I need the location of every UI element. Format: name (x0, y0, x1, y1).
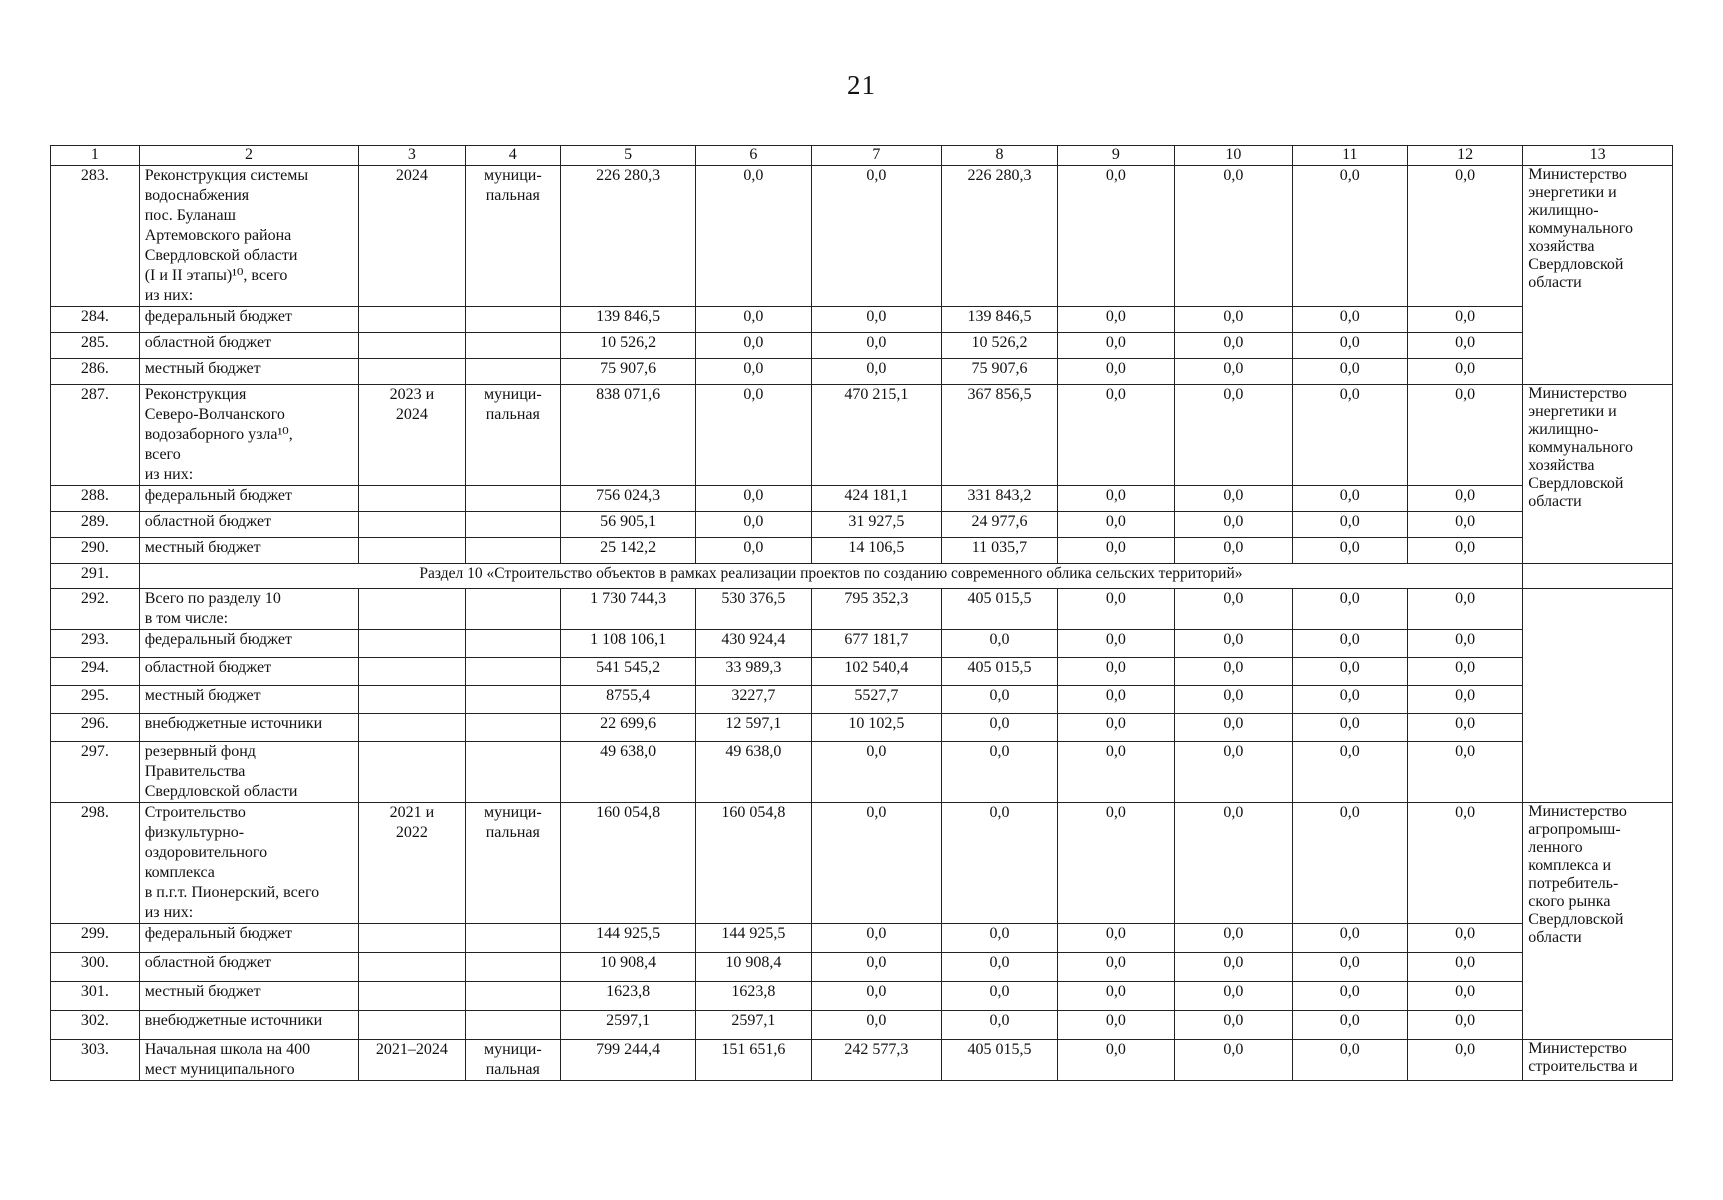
col-header: 7 (811, 146, 942, 166)
amount-cell: 49 638,0 (696, 742, 811, 803)
amount-cell: 0,0 (1057, 686, 1175, 714)
amount-cell: 22 699,6 (560, 714, 695, 742)
amount-cell: 0,0 (811, 307, 942, 333)
table-row (51, 742, 1673, 803)
table-row (51, 686, 1673, 714)
item-year (359, 686, 465, 714)
amount-cell: 0,0 (1057, 953, 1175, 982)
item-type (465, 486, 560, 512)
amount-cell: 0,0 (1057, 359, 1175, 385)
amount-cell: 75 907,6 (560, 359, 695, 385)
amount-cell: 0,0 (1292, 803, 1407, 924)
item-name: местный бюджет (139, 686, 359, 714)
amount-cell: 0,0 (1292, 166, 1407, 307)
amount-cell: 0,0 (1175, 486, 1293, 512)
col-header: 8 (942, 146, 1057, 166)
amount-cell: 0,0 (1407, 982, 1522, 1011)
amount-cell: 0,0 (942, 924, 1057, 953)
amount-cell: 795 352,3 (811, 589, 942, 630)
amount-cell: 0,0 (1175, 166, 1293, 307)
item-name: федеральный бюджет (139, 924, 359, 953)
amount-cell: 2597,1 (696, 1011, 811, 1040)
amount-cell: 1 108 106,1 (560, 630, 695, 658)
row-number: 298. (51, 803, 140, 924)
amount-cell: 0,0 (1057, 385, 1175, 486)
item-type (465, 742, 560, 803)
amount-cell: 0,0 (1407, 359, 1522, 385)
amount-cell: 677 181,7 (811, 630, 942, 658)
amount-cell: 0,0 (1175, 742, 1293, 803)
amount-cell: 0,0 (1407, 803, 1522, 924)
item-type: муници- пальная (465, 1040, 560, 1081)
responsible-agency: Министерство агропромыш- ленного комплекса и потребитель- ского рынка Свердловской области (1523, 803, 1673, 1040)
table-row (51, 486, 1673, 512)
amount-cell: 0,0 (1407, 1011, 1522, 1040)
amount-cell: 838 071,6 (560, 385, 695, 486)
responsible-agency: Министерство строительства и (1523, 1040, 1673, 1081)
item-type (465, 982, 560, 1011)
amount-cell: 5527,7 (811, 686, 942, 714)
amount-cell: 0,0 (1057, 589, 1175, 630)
amount-cell: 0,0 (1057, 658, 1175, 686)
item-type (465, 630, 560, 658)
row-number: 286. (51, 359, 140, 385)
amount-cell: 0,0 (811, 982, 942, 1011)
amount-cell: 0,0 (1175, 658, 1293, 686)
col-header: 13 (1523, 146, 1673, 166)
amount-cell: 3227,7 (696, 686, 811, 714)
amount-cell: 0,0 (1175, 307, 1293, 333)
amount-cell: 367 856,5 (942, 385, 1057, 486)
amount-cell: 10 908,4 (560, 953, 695, 982)
table-row (51, 953, 1673, 982)
item-year (359, 589, 465, 630)
amount-cell: 102 540,4 (811, 658, 942, 686)
column-number-row (51, 146, 1673, 166)
amount-cell: 0,0 (1407, 658, 1522, 686)
item-name: местный бюджет (139, 359, 359, 385)
item-type: муници- пальная (465, 166, 560, 307)
row-number: 292. (51, 589, 140, 630)
col-header: 3 (359, 146, 465, 166)
empty-cell (1523, 589, 1673, 803)
amount-cell: 0,0 (1292, 333, 1407, 359)
table-row (51, 658, 1673, 686)
amount-cell: 0,0 (1407, 307, 1522, 333)
amount-cell: 0,0 (942, 742, 1057, 803)
amount-cell: 0,0 (1292, 359, 1407, 385)
table-row (51, 630, 1673, 658)
amount-cell: 0,0 (1407, 953, 1522, 982)
amount-cell: 8755,4 (560, 686, 695, 714)
amount-cell: 0,0 (942, 953, 1057, 982)
item-year (359, 953, 465, 982)
item-name: областной бюджет (139, 333, 359, 359)
row-number: 293. (51, 630, 140, 658)
amount-cell: 0,0 (811, 953, 942, 982)
amount-cell: 0,0 (1057, 333, 1175, 359)
item-name: федеральный бюджет (139, 486, 359, 512)
amount-cell: 0,0 (696, 385, 811, 486)
amount-cell: 0,0 (696, 486, 811, 512)
table-row (51, 982, 1673, 1011)
table-row (51, 307, 1673, 333)
amount-cell: 0,0 (1292, 589, 1407, 630)
table-row (51, 924, 1673, 953)
item-type (465, 953, 560, 982)
amount-cell: 0,0 (811, 359, 942, 385)
item-name: областной бюджет (139, 658, 359, 686)
amount-cell: 0,0 (696, 538, 811, 564)
item-type (465, 658, 560, 686)
amount-cell: 405 015,5 (942, 589, 1057, 630)
row-number: 301. (51, 982, 140, 1011)
amount-cell: 0,0 (811, 1011, 942, 1040)
col-header: 12 (1407, 146, 1522, 166)
section-title: Раздел 10 «Строительство объектов в рамках реализации проектов по созданию современного облика сельских территорий» (139, 564, 1523, 589)
amount-cell: 160 054,8 (560, 803, 695, 924)
row-number: 283. (51, 166, 140, 307)
amount-cell: 139 846,5 (560, 307, 695, 333)
item-year (359, 359, 465, 385)
amount-cell: 530 376,5 (696, 589, 811, 630)
item-type (465, 359, 560, 385)
amount-cell: 0,0 (1292, 982, 1407, 1011)
item-year (359, 742, 465, 803)
amount-cell: 0,0 (1175, 359, 1293, 385)
item-name: областной бюджет (139, 953, 359, 982)
amount-cell: 0,0 (696, 307, 811, 333)
item-type (465, 333, 560, 359)
table-row (51, 385, 1673, 486)
amount-cell: 14 106,5 (811, 538, 942, 564)
item-year (359, 630, 465, 658)
amount-cell: 0,0 (1292, 307, 1407, 333)
amount-cell: 0,0 (1175, 538, 1293, 564)
amount-cell: 24 977,6 (942, 512, 1057, 538)
amount-cell: 0,0 (1407, 924, 1522, 953)
amount-cell: 0,0 (942, 803, 1057, 924)
col-header: 6 (696, 146, 811, 166)
row-number: 287. (51, 385, 140, 486)
amount-cell: 226 280,3 (560, 166, 695, 307)
amount-cell: 0,0 (1407, 166, 1522, 307)
row-number: 299. (51, 924, 140, 953)
amount-cell: 49 638,0 (560, 742, 695, 803)
amount-cell: 0,0 (1292, 924, 1407, 953)
responsible-agency: Министерство энергетики и жилищно-коммунального хозяйства Свердловской области (1523, 166, 1673, 385)
row-number: 303. (51, 1040, 140, 1081)
amount-cell: 33 989,3 (696, 658, 811, 686)
amount-cell: 0,0 (942, 1011, 1057, 1040)
amount-cell: 0,0 (1407, 512, 1522, 538)
amount-cell: 0,0 (1292, 658, 1407, 686)
amount-cell: 0,0 (942, 714, 1057, 742)
amount-cell: 0,0 (1057, 1040, 1175, 1081)
amount-cell: 0,0 (811, 924, 942, 953)
amount-cell: 0,0 (1407, 714, 1522, 742)
amount-cell: 756 024,3 (560, 486, 695, 512)
table-row (51, 803, 1673, 924)
amount-cell: 0,0 (1057, 486, 1175, 512)
amount-cell: 0,0 (1175, 630, 1293, 658)
amount-cell: 424 181,1 (811, 486, 942, 512)
amount-cell: 0,0 (1292, 538, 1407, 564)
item-name: Начальная школа на 400 мест муниципального (139, 1040, 359, 1081)
amount-cell: 0,0 (1175, 385, 1293, 486)
amount-cell: 0,0 (1057, 512, 1175, 538)
amount-cell: 0,0 (1057, 307, 1175, 333)
amount-cell: 0,0 (811, 803, 942, 924)
row-number: 290. (51, 538, 140, 564)
amount-cell: 0,0 (1292, 486, 1407, 512)
amount-cell: 0,0 (696, 333, 811, 359)
amount-cell: 144 925,5 (696, 924, 811, 953)
amount-cell: 0,0 (1057, 924, 1175, 953)
amount-cell: 470 215,1 (811, 385, 942, 486)
item-name: резервный фонд Правительства Свердловской области (139, 742, 359, 803)
row-number: 294. (51, 658, 140, 686)
item-name: внебюджетные источники (139, 714, 359, 742)
item-name: Реконструкция Северо-Волчанского водозаборного узла¹⁰, всего из них: (139, 385, 359, 486)
col-header: 10 (1175, 146, 1293, 166)
item-type (465, 714, 560, 742)
amount-cell: 226 280,3 (942, 166, 1057, 307)
amount-cell: 10 526,2 (560, 333, 695, 359)
amount-cell: 1623,8 (696, 982, 811, 1011)
item-name: местный бюджет (139, 982, 359, 1011)
col-header: 5 (560, 146, 695, 166)
amount-cell: 405 015,5 (942, 1040, 1057, 1081)
amount-cell: 0,0 (1175, 512, 1293, 538)
amount-cell: 0,0 (942, 982, 1057, 1011)
amount-cell: 139 846,5 (942, 307, 1057, 333)
table-row (51, 589, 1673, 630)
table-row (51, 166, 1673, 307)
table-row (51, 512, 1673, 538)
item-name: местный бюджет (139, 538, 359, 564)
amount-cell: 0,0 (1057, 538, 1175, 564)
table-row (51, 333, 1673, 359)
item-year (359, 486, 465, 512)
item-type (465, 1011, 560, 1040)
amount-cell: 0,0 (1407, 538, 1522, 564)
row-number: 289. (51, 512, 140, 538)
amount-cell: 0,0 (1407, 630, 1522, 658)
amount-cell: 0,0 (1057, 803, 1175, 924)
table-row (51, 1011, 1673, 1040)
amount-cell: 0,0 (1407, 486, 1522, 512)
amount-cell: 0,0 (811, 166, 942, 307)
item-year (359, 333, 465, 359)
amount-cell: 1623,8 (560, 982, 695, 1011)
item-year (359, 714, 465, 742)
item-name: Всего по разделу 10 в том числе: (139, 589, 359, 630)
item-name: областной бюджет (139, 512, 359, 538)
amount-cell: 0,0 (1057, 1011, 1175, 1040)
item-name: внебюджетные источники (139, 1011, 359, 1040)
amount-cell: 0,0 (1407, 333, 1522, 359)
item-year (359, 307, 465, 333)
row-number: 285. (51, 333, 140, 359)
amount-cell: 2597,1 (560, 1011, 695, 1040)
empty-cell (1523, 564, 1673, 589)
amount-cell: 0,0 (1175, 953, 1293, 982)
col-header: 1 (51, 146, 140, 166)
col-header: 11 (1292, 146, 1407, 166)
col-header: 9 (1057, 146, 1175, 166)
item-name: федеральный бюджет (139, 630, 359, 658)
amount-cell: 11 035,7 (942, 538, 1057, 564)
amount-cell: 0,0 (1292, 385, 1407, 486)
amount-cell: 0,0 (1292, 953, 1407, 982)
amount-cell: 56 905,1 (560, 512, 695, 538)
amount-cell: 0,0 (1175, 803, 1293, 924)
item-name: федеральный бюджет (139, 307, 359, 333)
item-name: Строительство физкультурно- оздоровительного комплекса в п.г.т. Пионерский, всего из них: (139, 803, 359, 924)
item-year: 2021–2024 (359, 1040, 465, 1081)
amount-cell: 0,0 (1292, 1011, 1407, 1040)
amount-cell: 405 015,5 (942, 658, 1057, 686)
amount-cell: 0,0 (696, 359, 811, 385)
amount-cell: 0,0 (942, 630, 1057, 658)
amount-cell: 0,0 (1175, 982, 1293, 1011)
amount-cell: 0,0 (1292, 714, 1407, 742)
item-name: Реконструкция системы водоснабжения пос. Буланаш Артемовского района Свердловской области (I и II этапы)¹⁰, всего из них: (139, 166, 359, 307)
amount-cell: 0,0 (1292, 742, 1407, 803)
amount-cell: 0,0 (1175, 714, 1293, 742)
item-type (465, 589, 560, 630)
item-type: муници- пальная (465, 803, 560, 924)
amount-cell: 0,0 (1057, 742, 1175, 803)
page-number: 21 (847, 70, 876, 100)
responsible-agency: Министерство энергетики и жилищно-коммунального хозяйства Свердловской области (1523, 385, 1673, 564)
item-year (359, 538, 465, 564)
amount-cell: 0,0 (1292, 686, 1407, 714)
amount-cell: 75 907,6 (942, 359, 1057, 385)
amount-cell: 0,0 (1292, 512, 1407, 538)
amount-cell: 144 925,5 (560, 924, 695, 953)
item-year (359, 982, 465, 1011)
amount-cell: 0,0 (1407, 742, 1522, 803)
row-number: 302. (51, 1011, 140, 1040)
amount-cell: 10 908,4 (696, 953, 811, 982)
amount-cell: 0,0 (1175, 1011, 1293, 1040)
amount-cell: 242 577,3 (811, 1040, 942, 1081)
item-type (465, 307, 560, 333)
item-year (359, 924, 465, 953)
row-number: 284. (51, 307, 140, 333)
amount-cell: 0,0 (811, 333, 942, 359)
item-type (465, 538, 560, 564)
amount-cell: 0,0 (1175, 1040, 1293, 1081)
table-row (51, 538, 1673, 564)
amount-cell: 0,0 (1292, 630, 1407, 658)
row-number: 291. (51, 564, 140, 589)
amount-cell: 0,0 (1407, 686, 1522, 714)
row-number: 288. (51, 486, 140, 512)
amount-cell: 799 244,4 (560, 1040, 695, 1081)
amount-cell: 0,0 (811, 742, 942, 803)
item-year: 2021 и 2022 (359, 803, 465, 924)
table-row (51, 1040, 1673, 1081)
amount-cell: 0,0 (1057, 630, 1175, 658)
amount-cell: 0,0 (1057, 714, 1175, 742)
amount-cell: 0,0 (1175, 686, 1293, 714)
item-type (465, 686, 560, 714)
item-year (359, 1011, 465, 1040)
col-header: 4 (465, 146, 560, 166)
table-row (51, 714, 1673, 742)
item-type (465, 924, 560, 953)
item-type: муници- пальная (465, 385, 560, 486)
amount-cell: 0,0 (1407, 385, 1522, 486)
amount-cell: 0,0 (1057, 166, 1175, 307)
budget-table (50, 145, 1673, 1081)
item-year (359, 512, 465, 538)
amount-cell: 160 054,8 (696, 803, 811, 924)
amount-cell: 0,0 (1407, 1040, 1522, 1081)
amount-cell: 0,0 (1175, 924, 1293, 953)
amount-cell: 0,0 (1175, 589, 1293, 630)
row-number: 296. (51, 714, 140, 742)
amount-cell: 0,0 (1175, 333, 1293, 359)
amount-cell: 0,0 (942, 686, 1057, 714)
amount-cell: 0,0 (696, 512, 811, 538)
item-year (359, 658, 465, 686)
amount-cell: 12 597,1 (696, 714, 811, 742)
amount-cell: 25 142,2 (560, 538, 695, 564)
amount-cell: 541 545,2 (560, 658, 695, 686)
table-row (51, 359, 1673, 385)
item-year: 2023 и 2024 (359, 385, 465, 486)
amount-cell: 1 730 744,3 (560, 589, 695, 630)
amount-cell: 430 924,4 (696, 630, 811, 658)
row-number: 295. (51, 686, 140, 714)
amount-cell: 0,0 (696, 166, 811, 307)
amount-cell: 0,0 (1292, 1040, 1407, 1081)
col-header: 2 (139, 146, 359, 166)
table-row (51, 564, 1673, 589)
amount-cell: 31 927,5 (811, 512, 942, 538)
amount-cell: 10 102,5 (811, 714, 942, 742)
row-number: 300. (51, 953, 140, 982)
row-number: 297. (51, 742, 140, 803)
amount-cell: 10 526,2 (942, 333, 1057, 359)
item-year: 2024 (359, 166, 465, 307)
amount-cell: 151 651,6 (696, 1040, 811, 1081)
amount-cell: 0,0 (1057, 982, 1175, 1011)
amount-cell: 0,0 (1407, 589, 1522, 630)
item-type (465, 512, 560, 538)
amount-cell: 331 843,2 (942, 486, 1057, 512)
